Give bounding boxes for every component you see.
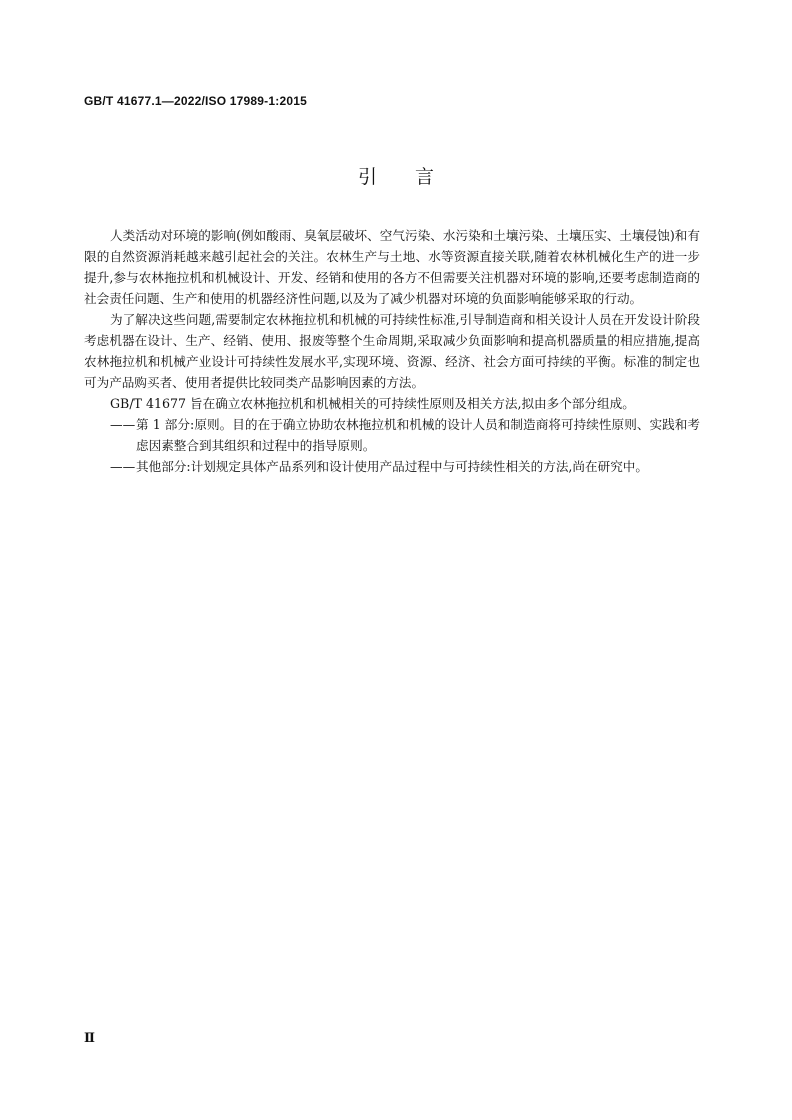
list-item-part-1 (84, 414, 700, 456)
paragraph-environment: 人类活动对环境的影响(例如酸雨、臭氧层破坏、空气污染、水污染和土壤污染、土壤压实、土壤侵蚀)和有限的自然资源消耗越来越引起社会的关注。农林生产与土地、水等资源直接关联,随着农林机械化生产的进一步提升,参与农林拖拉机和机械设计、开发、经销和使用的各方不但需要关注机器对环境的影响,还要考虑制造商的社会责任问题、生产和使用的机器经济性问题,以及为了减少机器对环境的负面影响能够采取的行动。 (84, 228, 700, 306)
list-item-text: 其他部分:计划规定具体产品系列和设计使用产品过程中与可持续性相关的方法,尚在研究中。 (136, 459, 648, 474)
paragraph-solution: 为了解决这些问题,需要制定农林拖拉机和机械的可持续性标准,引导制造商和相关设计人员在开发设计阶段考虑机器在设计、生产、经销、使用、报废等整个生命周期,采取减少负面影响和提高机器质量的相应措施,提高农林拖拉机和机械产业设计可持续性发展水平,实现环境、资源、经济、社会方面可持续的平衡。标准的制定也可为产品购买者、使用者提供比较同类产品影响因素的方法。 (84, 312, 700, 390)
introduction-body (84, 225, 700, 477)
list-item-other-parts (84, 456, 700, 477)
list-dash: —— (110, 417, 136, 432)
standard-code-header: GB/T 41677.1—2022/ISO 17989-1:2015 (84, 94, 307, 108)
list-item-text: 第 1 部分:原则。目的在于确立协助农林拖拉机和机械的设计人员和制造商将可持续性原则、实践和考虑因素整合到其组织和过程中的指导原则。 (136, 417, 700, 453)
list-dash: —— (110, 459, 136, 474)
paragraph-structure: GB/T 41677 旨在确立农林拖拉机和机械相关的可持续性原则及相关方法,拟由多个部分组成。 (110, 396, 635, 411)
page-number: Ⅱ (84, 1030, 95, 1045)
section-title: 引言 (357, 166, 472, 188)
